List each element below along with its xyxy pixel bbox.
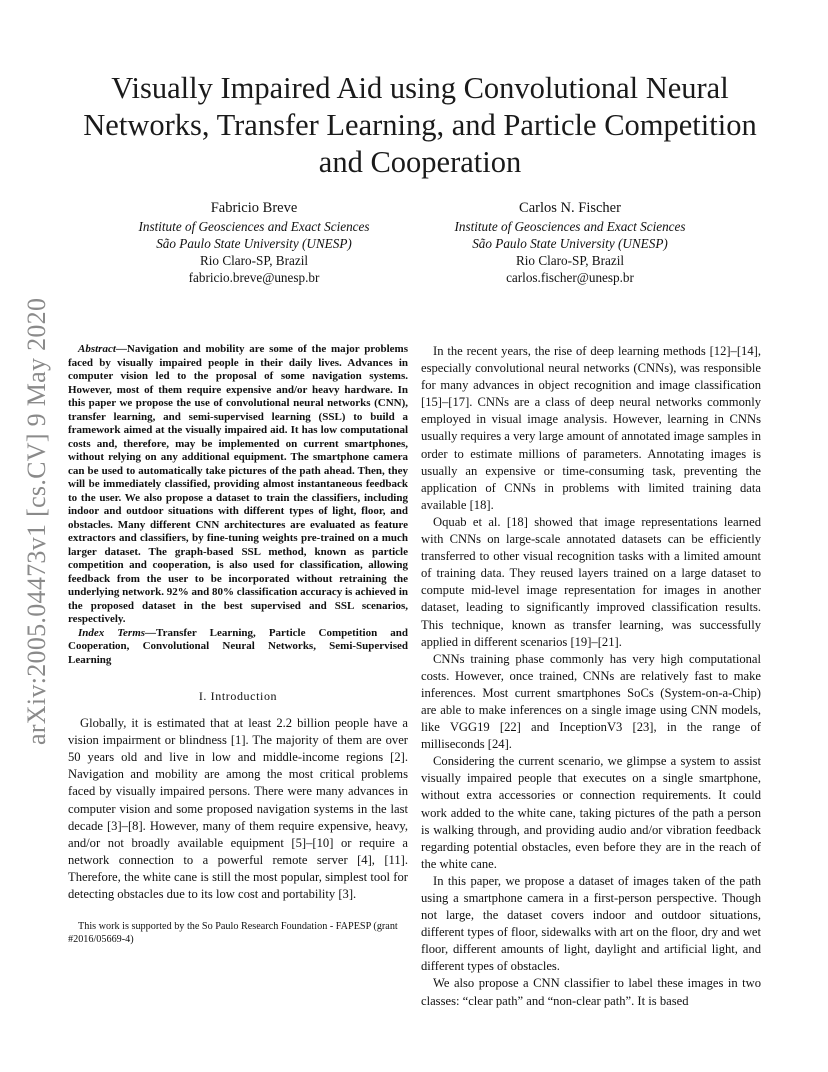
section-heading: I. Introduction [198,689,278,703]
index-terms-lead: Index Terms [78,626,146,639]
footnote: This work is supported by the So Paulo Research Foundation - FAPESP (grant #2016/05669-4) [68,921,398,945]
author-institute: Institute of Geosciences and Exact Sciences [454,219,686,234]
index-terms-text: —Transfer Learning, Particle Competition and Cooperation, Convolutional Neural Networks, Semi-Supervised Learning [68,626,408,666]
author-location: Rio Claro-SP, Brazil [515,253,625,268]
body-paragraph: We also propose a CNN classifier to label these images in two classes: “clear path” and “non-clear path”. It is based [421,976,761,1008]
author-block-2 [400,200,740,286]
author-email[interactable]: fabricio.breve@unesp.br [188,270,320,285]
body-paragraph: Globally, it is estimated that at least 2.2 billion people have a vision impairment or blindness [1]. The majority of them are over 50 years old and live in low and middle-income regions [2]. Navigation and mobility are among the most critical problems faced by visually impaired persons. There were many advances in computer vision and some proposed navigation systems in the last decade [3]–[8]. However, many of them require expensive, heavy, and/or not broadly available equipment [5]–[10] or require a network connection to a powerful remote server [4], [11]. Therefore, the white cane is still the most popular, simplest tool for detecting obstacles due to its low cost and portability [3]. [68,716,408,902]
abstract-text: —Navigation and mobility are some of the major problems faced by visually impaired people in their daily lives. Advances in computer vision led to the proposal of some navigation systems. However, most of them require expensive and/or heavy hardware. In this paper we propose the use of convolutional neural networks (CNN), transfer learning, and semi-supervised learning (SSL) to build a framework aimed at the visually impaired aid. It has low computational costs and, therefore, may be implemented on current smartphones, without relying on any additional equipment. The smartphone camera can be used to automatically take pictures of the path ahead. Then, they will be immediately classified, providing almost instantaneous feedback to the user. We also propose a dataset to train the classifiers, including indoor and outdoor situations with different types of light, floor, and obstacles. Many different CNN architectures are evaluated as feature extractors and classifiers, by fine-tuning weights pre-trained on a much larger dataset. The graph-based SSL method, known as particle competition and cooperation, is also used for classification, allowing feedback from the user to be incorporated without retraining the underlying network. 92% and 80% classification accuracy is achieved in the proposed dataset in the best supervised and SSL scenarios, respectively. [68,343,408,625]
author-university: São Paulo State University (UNESP) [472,236,668,251]
author-institute: Institute of Geosciences and Exact Sciences [138,219,370,234]
author-university: São Paulo State University (UNESP) [156,236,352,251]
abstract [68,343,408,627]
right-column [421,343,761,1010]
author-block-1 [84,200,424,286]
arxiv-side-label: arXiv:2005.04473v1 [cs.CV] 9 May 2020 [22,297,51,745]
abstract-lead: Abstract [78,343,116,355]
body-paragraph: In the recent years, the rise of deep learning methods [12]–[14], especially convolutional neural networks (CNNs), was responsible for many advances in object recognition and image classification [15]–[17]. CNNs are a class of deep neural networks commonly employed in visual image analysis. However, learning in CNNs usually requires a very large amount of annotated image samples in order to estimate millions of parameters. Annotating images is usually an expensive or time-consuming task, preventing the application of CNNs in problems with limited training data available [18]. [421,344,761,512]
left-column [68,343,408,946]
author-location: Rio Claro-SP, Brazil [199,253,309,268]
author-name: Carlos N. Fischer [519,200,621,216]
body-paragraph: CNNs training phase commonly has very high computational costs. However, once trained, CNNs are relatively fast to make inferences. Most current smartphones SoCs (System-on-a-Chip) are able to make inferences on a single image using CNN models, like VGG19 [22] and InceptionV3 [23], in the range of milliseconds [24]. [421,651,761,752]
body-paragraph: Oquab et al. [18] showed that image representations learned with CNNs on large-scale annotated datasets can be efficiently transferred to other visual recognition tasks with a limited amount of training data. They reused layers trained on a large dataset to compute mid-level image representation for images in another dataset, leading to significantly improved classification results. This technique, known as transfer learning, was successfully applied in different scenarios [19]–[21]. [421,514,761,649]
author-email[interactable]: carlos.fischer@unesp.br [506,270,634,285]
body-paragraph: Considering the current scenario, we glimpse a system to assist visually impaired people that executes on a single smartphone, without extra accessories or connection requirements. It could work added to the white cane, taking pictures of the path a person is walking through, and providing audio and/or vibration feedback regarding potential obstacles, even before they are in the reach of the white cane. [421,754,761,871]
body-paragraph: In this paper, we propose a dataset of images taken of the path using a smartphone camera in a first-person perspective. Though not large, the dataset covers indoor and outdoor situations, different types of floor, sidewalks with art on the floor, dry and wet floor, different amounts of light, daylight and artificial light, and different types of obstacles. [421,873,761,974]
index-terms [68,627,408,668]
author-name: Fabricio Breve [210,200,298,216]
paper-title: Visually Impaired Aid using Convolutional Neural Networks, Transfer Learning, and Particle Competition and Cooperation [83,71,757,179]
